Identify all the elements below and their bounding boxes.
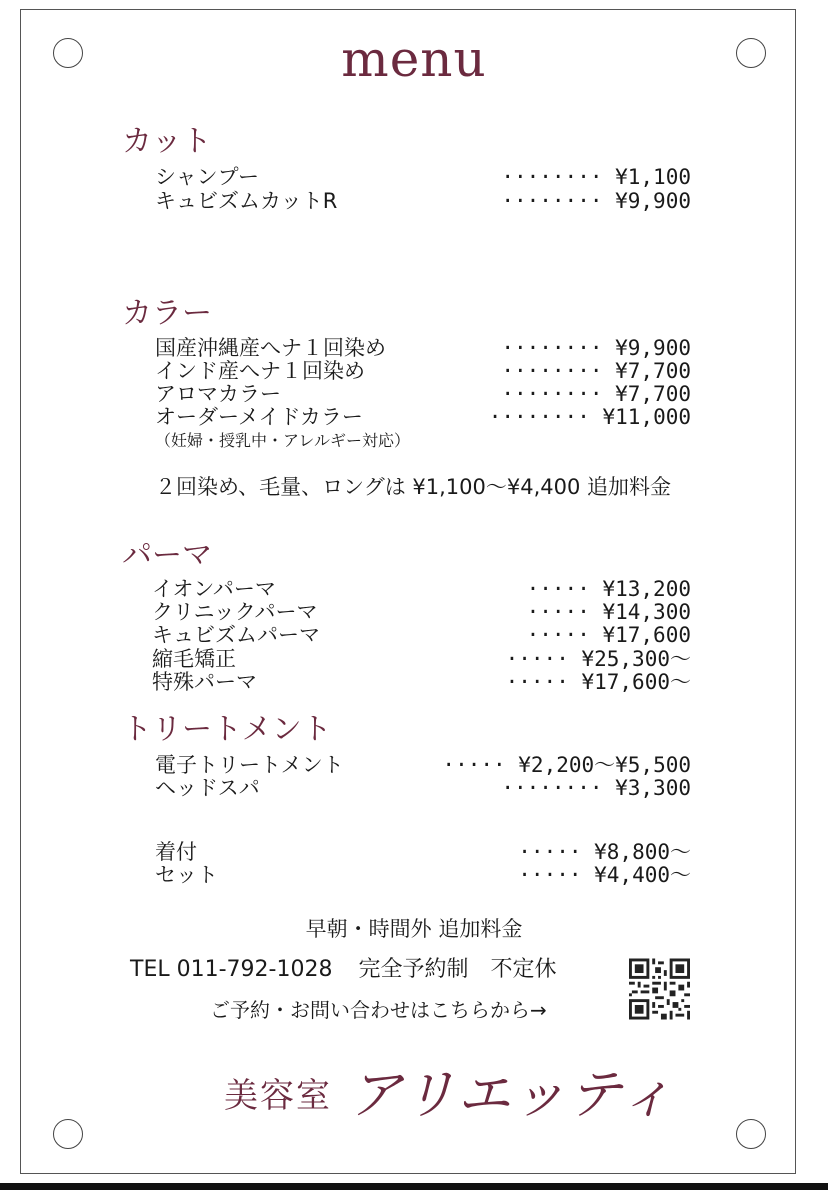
menu-item-price: ········ ¥9,900	[501, 189, 691, 213]
inquiry-text: ご予約・お問い合わせはこちらから→	[210, 998, 547, 1022]
color-allergy-note: （妊婦・授乳中・アレルギー対応）	[155, 431, 410, 450]
menu-item-price: ····· ¥8,800〜	[518, 840, 691, 864]
menu-item-name: シャンプー	[155, 165, 259, 189]
menu-item-name: インド産へナ１回染め	[155, 359, 365, 383]
salon-logo	[224, 1052, 675, 1129]
menu-item-price: ········ ¥1,100	[501, 165, 691, 189]
menu-item-price: ········ ¥11,000	[488, 405, 691, 429]
menu-item-name: キュビズムカットR	[155, 189, 338, 213]
menu-item-name: アロマカラー	[155, 382, 281, 406]
menu-item-price: ········ ¥7,700	[501, 382, 691, 406]
menu-item-price: ····· ¥13,200	[526, 577, 691, 601]
menu-item-price: ····· ¥14,300	[526, 600, 691, 624]
menu-item-name: セット	[155, 863, 218, 887]
contact-line	[130, 957, 556, 983]
menu-item-name: 着付	[155, 840, 197, 864]
menu-item-price: ····· ¥25,300〜	[505, 647, 691, 671]
reservation-only: 完全予約制	[358, 957, 469, 982]
menu-title: menu	[341, 30, 487, 88]
menu-item-name: キュビズムパーマ	[152, 623, 320, 647]
menu-item-name: 電子トリートメント	[155, 753, 344, 777]
menu-item-price: ····· ¥4,400〜	[518, 863, 691, 887]
menu-item-price: ····· ¥17,600	[526, 623, 691, 647]
menu-item-name: イオンパーマ	[152, 577, 276, 601]
section-heading-treatment: トリートメント	[122, 712, 332, 747]
menu-item-name: ヘッドスパ	[155, 776, 260, 800]
qr-code[interactable]	[629, 958, 690, 1020]
menu-item-price: ········ ¥7,700	[501, 359, 691, 383]
color-extra-charge-note: ２回染め、毛量、ロングは ¥1,100〜¥4,400 追加料金	[155, 475, 672, 499]
brand-prefix: 美容室	[224, 1076, 332, 1116]
closed-days: 不定休	[490, 957, 557, 982]
punch-hole-bottom-left	[53, 1119, 83, 1149]
menu-item-name: 特殊パーマ	[152, 670, 257, 694]
menu-item-name: 国産沖縄産へナ１回染め	[155, 336, 386, 360]
section-heading-perm: パーマ	[122, 538, 212, 573]
menu-item-price: ····· ¥2,200〜¥5,500	[442, 753, 691, 777]
phone-number: TEL 011-792-1028	[130, 957, 333, 982]
menu-item-price: ····· ¥17,600〜	[505, 670, 691, 694]
bottom-edge-bar	[0, 1183, 828, 1190]
punch-hole-bottom-right	[736, 1119, 766, 1149]
menu-item-price: ········ ¥9,900	[501, 336, 691, 360]
section-heading-cut: カット	[122, 124, 212, 159]
menu-item-name: クリニックパーマ	[152, 600, 318, 624]
section-heading-color: カラー	[122, 296, 212, 331]
menu-item-name: オーダーメイドカラー	[155, 405, 363, 429]
early-hours-note: 早朝・時間外 追加料金	[305, 917, 523, 941]
menu-item-name: 縮毛矯正	[152, 647, 236, 671]
brand-name: アリエッティ	[348, 1063, 676, 1126]
menu-item-price: ········ ¥3,300	[501, 776, 691, 800]
